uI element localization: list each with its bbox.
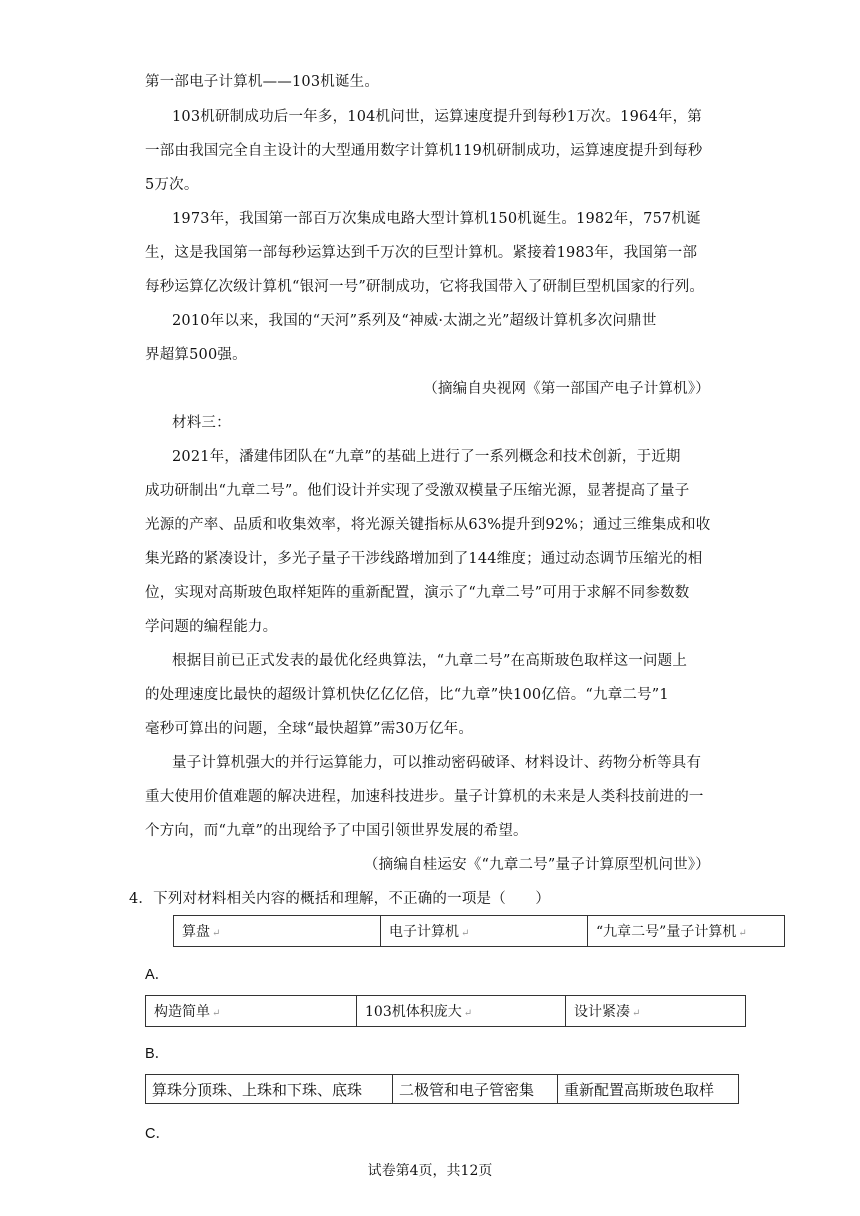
text-line: 成功研制出“九章二号”。他们设计并实现了受激双模量子压缩光源，显著提高了量子 <box>145 483 690 499</box>
text-line: 光源的产率、品质和收集效率，将光源关键指标从63%提升到92%；通过三维集成和收 <box>145 517 711 533</box>
text-line: 2010年以来，我国的“天河”系列及“神威·太湖之光”超级计算机多次问鼎世 <box>172 313 657 329</box>
text-line: 个方向，而“九章”的出现给予了中国引领世界发展的希望。 <box>145 823 528 839</box>
text-line: 位，实现对高斯玻色取样矩阵的重新配置，演示了“九章二号”可用于求解不同参数数 <box>145 585 690 601</box>
option-table-c <box>145 1074 739 1104</box>
source-citation: （摘编自桂运安《“九章二号”量子计算原型机问世》） <box>363 857 710 873</box>
table-cell: 电子计算机 ↵ <box>381 916 588 947</box>
table-cell: 设计紧凑 ↵ <box>566 996 746 1027</box>
cell-mark-icon: ↵ <box>738 928 747 939</box>
table-cell: 算珠分顶珠、上珠和下珠、底珠 <box>146 1075 393 1104</box>
text-line: 的处理速度比最快的超级计算机快亿亿亿倍，比“九章”快100亿倍。“九章二号”1 <box>145 687 669 703</box>
source-citation: （摘编自央视网《第一部国产电子计算机》） <box>423 381 710 397</box>
text-line: 第一部电子计算机——103机诞生。 <box>145 74 380 90</box>
text-line: 根据目前已正式发表的最优化经典算法，“九章二号”在高斯玻色取样这一问题上 <box>172 653 688 669</box>
text-line: 103机研制成功后一年多，104机问世，运算速度提升到每秒1万次。1964年，第 <box>172 109 702 125</box>
cell-mark-icon: ↵ <box>463 1008 473 1019</box>
text-line: 5万次。 <box>145 177 199 193</box>
option-label-c: C． <box>145 1126 170 1142</box>
text-line: 学问题的编程能力。 <box>145 619 278 635</box>
text-line: 每秒运算亿次级计算机“银河一号”研制成功，它将我国带入了研制巨型机国家的行列。 <box>145 279 705 295</box>
text-line: 1973年，我国第一部百万次集成电路大型计算机150机诞生。1982年，757机诞 <box>172 211 701 227</box>
page-footer: 试卷第4页，共12页 <box>367 1163 493 1179</box>
text-line: 生，这是我国第一部每秒运算达到千万次的巨型计算机。紧接着1983年，我国第一部 <box>145 245 698 261</box>
text-line: 一部由我国完全自主设计的大型通用数字计算机119机研制成功，运算速度提升到每秒 <box>145 143 703 159</box>
text-line: 界超算500强。 <box>145 347 247 363</box>
table-cell: 构造简单 ↵ <box>146 996 357 1027</box>
table-cell: 重新配置高斯玻色取样 <box>558 1075 739 1104</box>
text-line: 重大使用价值难题的解决进程，加速科技进步。量子计算机的未来是人类科技前进的一 <box>145 789 704 805</box>
option-table-b <box>145 995 746 1027</box>
option-label-b: B． <box>145 1046 170 1062</box>
option-table-header <box>173 915 785 947</box>
text-line: 量子计算机强大的并行运算能力，可以推动密码破译、材料设计、药物分析等具有 <box>172 755 702 771</box>
text-line: 毫秒可算出的问题，全球“最快超算”需30万亿年。 <box>145 721 474 737</box>
option-label-a: A． <box>145 967 170 983</box>
text-line: 2021年，潘建伟团队在“九章”的基础上进行了一系列概念和技术创新，于近期 <box>172 449 681 465</box>
question-stem: 4．下列对材料相关内容的概括和理解，不正确的一项是（ ） <box>129 891 551 907</box>
cell-mark-icon: ↵ <box>212 1008 221 1019</box>
cell-mark-icon: ↵ <box>212 928 221 939</box>
cell-mark-icon: ↵ <box>632 1008 641 1019</box>
cell-mark-icon: ↵ <box>461 928 470 939</box>
table-cell: 103机体积庞大 ↵ <box>357 996 566 1027</box>
section-heading: 材料三： <box>172 415 231 431</box>
table-cell: 二极管和电子管密集 <box>393 1075 558 1104</box>
text-line: 集光路的紧凑设计，多光子量子干涉线路增加到了144维度；通过动态调节压缩光的相 <box>145 551 703 567</box>
table-cell: “九章二号”量子计算机 ↵ <box>588 916 785 947</box>
table-cell: 算盘 ↵ <box>174 916 381 947</box>
